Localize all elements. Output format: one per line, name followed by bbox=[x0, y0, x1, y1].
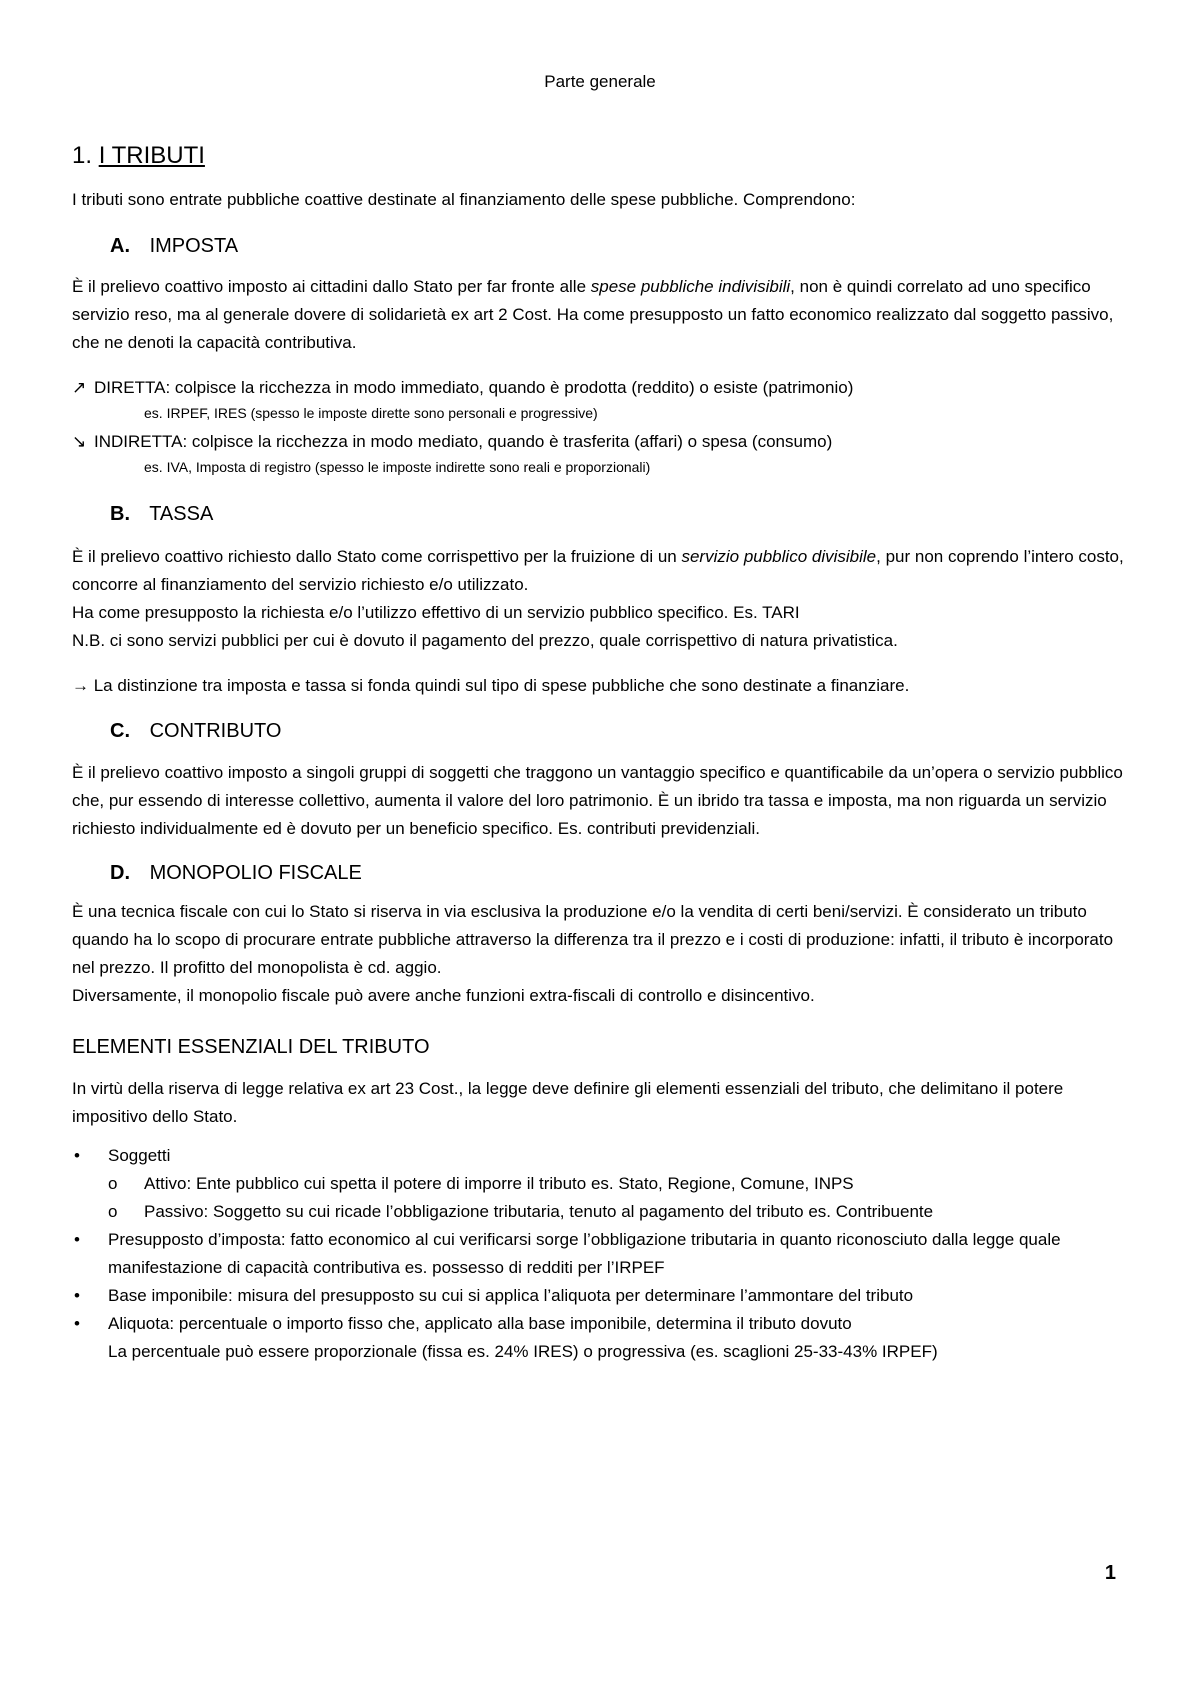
paragraph-text: , pur non coprendo l’intero costo, concorre al finanziamento del servizio richiesto e/o utilizzato. bbox=[72, 547, 1124, 594]
arrow-down-right-icon: ↘ bbox=[72, 432, 87, 451]
section-d-paragraph bbox=[72, 898, 1128, 1010]
list-item bbox=[72, 1282, 1128, 1310]
paragraph-text: È il prelievo coattivo imposto ai cittadini dallo Stato per far fronte alle bbox=[72, 277, 591, 296]
paragraph-line: Diversamente, il monopolio fiscale può avere anche funzioni extra-fiscali di controllo e disincentivo. bbox=[72, 986, 815, 1005]
list-item-text: Aliquota: percentuale o importo fisso che, applicato alla base imponibile, determina il tributo dovuto bbox=[108, 1314, 852, 1333]
paragraph-emphasis: spese pubbliche indivisibili bbox=[590, 277, 791, 296]
conclusion-note: → La distinzione tra imposta e tassa si fonda quindi sul tipo di spese pubbliche che sono destinate a finanziare. bbox=[72, 676, 910, 695]
chapter-heading bbox=[72, 142, 205, 170]
list-item-text: Passivo: Soggetto su cui ricade l’obbligazione tributaria, tenuto al pagamento del tributo es. Contribuente bbox=[144, 1202, 934, 1221]
section-a-paragraph bbox=[72, 273, 1128, 357]
list-item-text: Soggetti bbox=[108, 1146, 171, 1165]
list-item-text: Presupposto d’imposta: fatto economico al cui verificarsi sorge l’obbligazione tributaria in quanto riconosciuto dalla legge quale manifestazione di capacità contributiva es. possesso di redditi per l’IRPEF bbox=[108, 1230, 1061, 1277]
section-title: IMPOSTA bbox=[149, 235, 239, 257]
arrow-up-right-icon: ↗ bbox=[72, 378, 87, 397]
page-header-title: Parte generale bbox=[544, 72, 656, 91]
chapter-intro: I tributi sono entrate pubbliche coattive destinate al finanziamento delle spese pubbliche. Comprendono: bbox=[72, 190, 856, 209]
bullet-icon: • bbox=[74, 1230, 80, 1249]
sub-bullet-icon: o bbox=[108, 1174, 118, 1193]
sub-list-item bbox=[108, 1170, 1128, 1198]
elementi-list bbox=[72, 1142, 1128, 1366]
elementi-intro: In virtù della riserva di legge relativa ex art 23 Cost., la legge deve definire gli elementi essenziali del tributo, che delimitano il potere impositivo dello Stato. bbox=[72, 1079, 1064, 1126]
section-letter: C. bbox=[110, 720, 130, 742]
section-letter: D. bbox=[110, 862, 130, 884]
diretta-line bbox=[72, 378, 853, 398]
section-letter: B. bbox=[110, 503, 130, 525]
section-d-heading bbox=[110, 862, 362, 885]
list-item bbox=[72, 1226, 1128, 1282]
elementi-heading: ELEMENTI ESSENZIALI DEL TRIBUTO bbox=[72, 1036, 430, 1058]
list-item bbox=[72, 1310, 1128, 1366]
indiretta-line bbox=[72, 432, 832, 452]
page-number: 1 bbox=[1104, 1562, 1116, 1584]
bullet-icon: • bbox=[74, 1146, 80, 1165]
paragraph-text: , non è quindi correlato ad uno specifico servizio reso, ma al generale dovere di solidarietà ex art 2 Cost. Ha come presupposto un fatto economico realizzato dal soggetto passivo, che ne denoti la capacità contributiva. bbox=[72, 277, 1114, 352]
chapter-number: 1. bbox=[72, 142, 93, 169]
bullet-icon: • bbox=[74, 1286, 80, 1305]
section-b-heading bbox=[110, 503, 213, 526]
paragraph-line: Ha come presupposto la richiesta e/o l’utilizzo effettivo di un servizio pubblico specifico. Es. TARI bbox=[72, 603, 800, 622]
diretta-text: DIRETTA: colpisce la ricchezza in modo immediato, quando è prodotta (reddito) o esiste (patrimonio) bbox=[94, 378, 854, 397]
paragraph-line: È una tecnica fiscale con cui lo Stato si riserva in via esclusiva la produzione e/o la vendita di certi beni/servizi. È considerato un tributo quando ha lo scopo di procurare entrate pubbliche attraverso la differenza tra il prezzo e i costi di produzione: infatti, il tributo è incorporato nel prezzo. Il profitto del monopolista è cd. aggio. bbox=[72, 902, 1114, 977]
sub-bullet-icon: o bbox=[108, 1202, 118, 1221]
sub-list-item bbox=[108, 1198, 1128, 1226]
list-item-text: Attivo: Ente pubblico cui spetta il potere di imporre il tributo es. Stato, Regione, Comune, INPS bbox=[144, 1174, 854, 1193]
bullet-icon: • bbox=[74, 1314, 80, 1333]
section-letter: A. bbox=[110, 235, 130, 257]
paragraph-emphasis: servizio pubblico divisibile bbox=[681, 547, 877, 566]
indiretta-example: es. IVA, Imposta di registro (spesso le imposte indirette sono reali e proporzionali) bbox=[144, 459, 651, 475]
section-title: TASSA bbox=[149, 503, 214, 525]
section-c-heading bbox=[110, 720, 281, 743]
section-c-paragraph: È il prelievo coattivo imposto a singoli gruppi di soggetti che traggono un vantaggio specifico e quantificabile da un’opera o servizio pubblico che, pur essendo di interesse collettivo, aumenta il valore del loro patrimonio. È un ibrido tra tassa e imposta, ma non riguarda un servizio richiesto individualmente ed è dovuto per un beneficio specifico. Es. contributi previdenziali. bbox=[72, 763, 1123, 838]
section-a-heading bbox=[110, 235, 238, 258]
section-title: CONTRIBUTO bbox=[149, 720, 282, 742]
paragraph-line bbox=[72, 543, 1128, 599]
section-title: MONOPOLIO FISCALE bbox=[149, 862, 362, 884]
paragraph-text: È il prelievo coattivo richiesto dallo Stato come corrispettivo per la fruizione di un bbox=[72, 547, 682, 566]
list-item-note: La percentuale può essere proporzionale (fissa es. 24% IRES) o progressiva (es. scaglioni 25-33-43% IRPEF) bbox=[108, 1342, 938, 1361]
section-b-paragraph bbox=[72, 543, 1128, 655]
list-item bbox=[72, 1142, 1128, 1170]
nb-note: N.B. ci sono servizi pubblici per cui è dovuto il pagamento del prezzo, quale corrispettivo di natura privatistica. bbox=[72, 631, 898, 650]
indiretta-text: INDIRETTA: colpisce la ricchezza in modo mediato, quando è trasferita (affari) o spesa (consumo) bbox=[94, 432, 833, 451]
diretta-example: es. IRPEF, IRES (spesso le imposte dirette sono personali e progressive) bbox=[144, 405, 598, 421]
chapter-title: I TRIBUTI bbox=[98, 142, 205, 169]
list-item-text: Base imponibile: misura del presupposto su cui si applica l’aliquota per determinare l’ammontare del tributo bbox=[108, 1286, 914, 1305]
